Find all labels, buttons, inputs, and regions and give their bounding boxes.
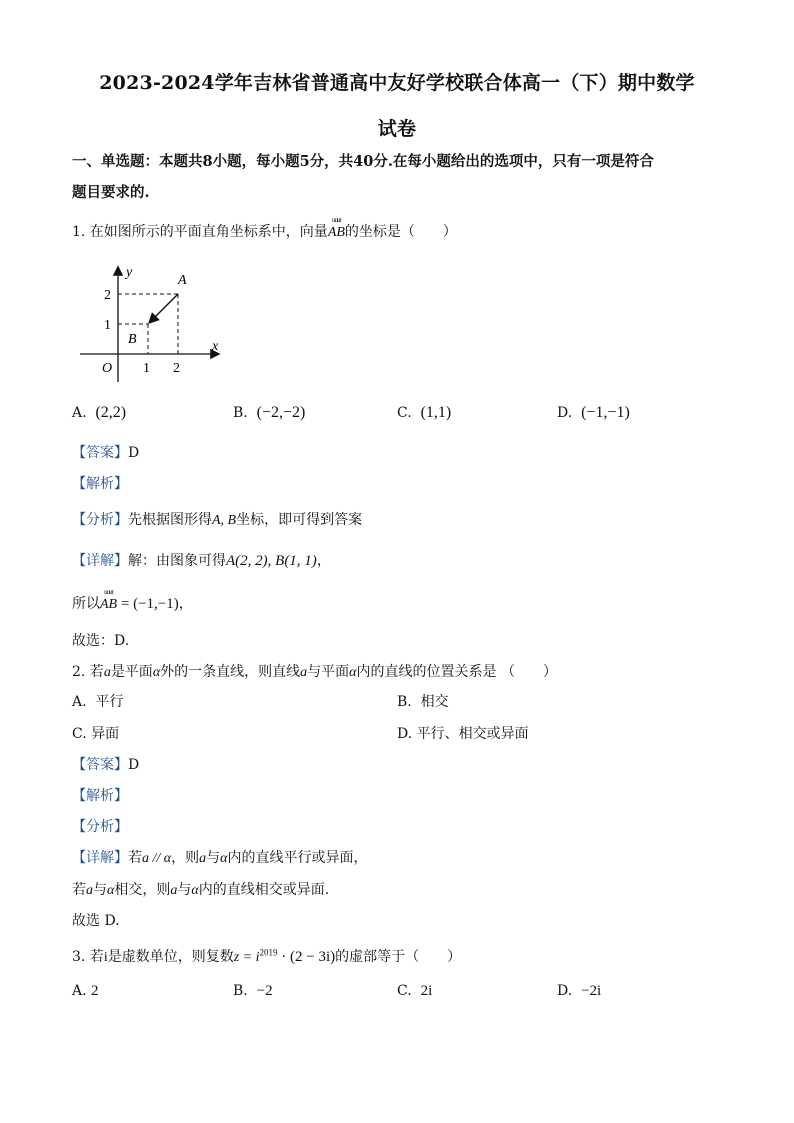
coordinate-figure bbox=[78, 262, 238, 388]
question-2-stem: 2. 若a是平面α外的一条直线，则直线a与平面α内的直线的位置关系是 （ ） bbox=[72, 664, 557, 680]
question-1-stem: 1. 在如图所示的平面直角坐标系中，向量 uuur AB的坐标是（ ） bbox=[72, 216, 457, 240]
point-b-label: B bbox=[128, 332, 137, 347]
x-tick-1: 1 bbox=[143, 361, 150, 376]
q3-option-d: D. −2i bbox=[557, 983, 602, 999]
q2-option-b: B. 相交 bbox=[397, 694, 449, 710]
origin-label: O bbox=[102, 361, 113, 376]
q2-conclusion: 故选 D. bbox=[72, 913, 120, 929]
q2-detail: 【详解】若a // α，则a与α内的直线平行或异面， bbox=[72, 850, 368, 866]
q1-option-d: D. (−1,−1) bbox=[557, 404, 630, 421]
x-axis-label: x bbox=[212, 339, 219, 354]
q2-analysis-tag: 【解析】 bbox=[72, 788, 128, 804]
q2-detail-line2: 若a与α相交，则a与α内的直线相交或异面. bbox=[72, 882, 330, 898]
q3-option-a: A. 2 bbox=[72, 983, 99, 999]
q2-answer: 【答案】D bbox=[72, 757, 140, 773]
point-a-label: A bbox=[178, 273, 187, 288]
question-3-stem: 3. 若i是虚数单位，则复数$z = i^{2019} \cdot (2 - 3i)$的虚部等于（ ） bbox=[72, 947, 462, 965]
section-heading: 一、单选题：本题共8小题，每小题5分，共40分.在每小题给出的选项中，只有一项是符合 bbox=[72, 153, 654, 170]
document-title-continued: 试卷 bbox=[377, 118, 417, 140]
q2-option-d: D. 平行、相交或异面 bbox=[397, 726, 529, 742]
q2-option-c: C. 异面 bbox=[72, 726, 120, 742]
q1-option-b: B. (−2,−2) bbox=[233, 404, 306, 421]
x-tick-2: 2 bbox=[173, 361, 180, 376]
vector-ab-arrow bbox=[150, 294, 178, 322]
q1-fenxi: 【分析】先根据图形得A, B坐标，即可得到答案 bbox=[72, 512, 363, 528]
document-title: 2023-2024学年吉林省普通高中友好学校联合体高一（下）期中数学 bbox=[99, 72, 695, 94]
q1-so: 所以 uuur AB = (−1,−1)， bbox=[72, 588, 193, 612]
q2-fenxi-tag: 【分析】 bbox=[72, 819, 128, 835]
q1-analysis-tag: 【解析】 bbox=[72, 476, 128, 492]
q1-answer: 【答案】D bbox=[72, 445, 140, 461]
section-heading-continued: 题目要求的. bbox=[72, 184, 150, 201]
y-tick-2: 2 bbox=[104, 288, 111, 303]
q1-conclusion: 故选：D. bbox=[72, 633, 130, 649]
q1-option-a: A. (2,2) bbox=[72, 404, 127, 421]
q3-option-c: C. 2i bbox=[397, 983, 433, 999]
y-tick-1: 1 bbox=[104, 318, 111, 333]
y-axis-label: y bbox=[126, 265, 133, 280]
vector-ab: uuur AB bbox=[327, 216, 345, 240]
q2-option-a: A. 平行 bbox=[72, 694, 124, 710]
q1-detail: 【详解】解：由图象可得A(2, 2), B(1, 1)， bbox=[72, 553, 331, 569]
q1-option-c: C. (1,1) bbox=[397, 404, 452, 421]
q3-option-b: B. −2 bbox=[233, 983, 273, 999]
